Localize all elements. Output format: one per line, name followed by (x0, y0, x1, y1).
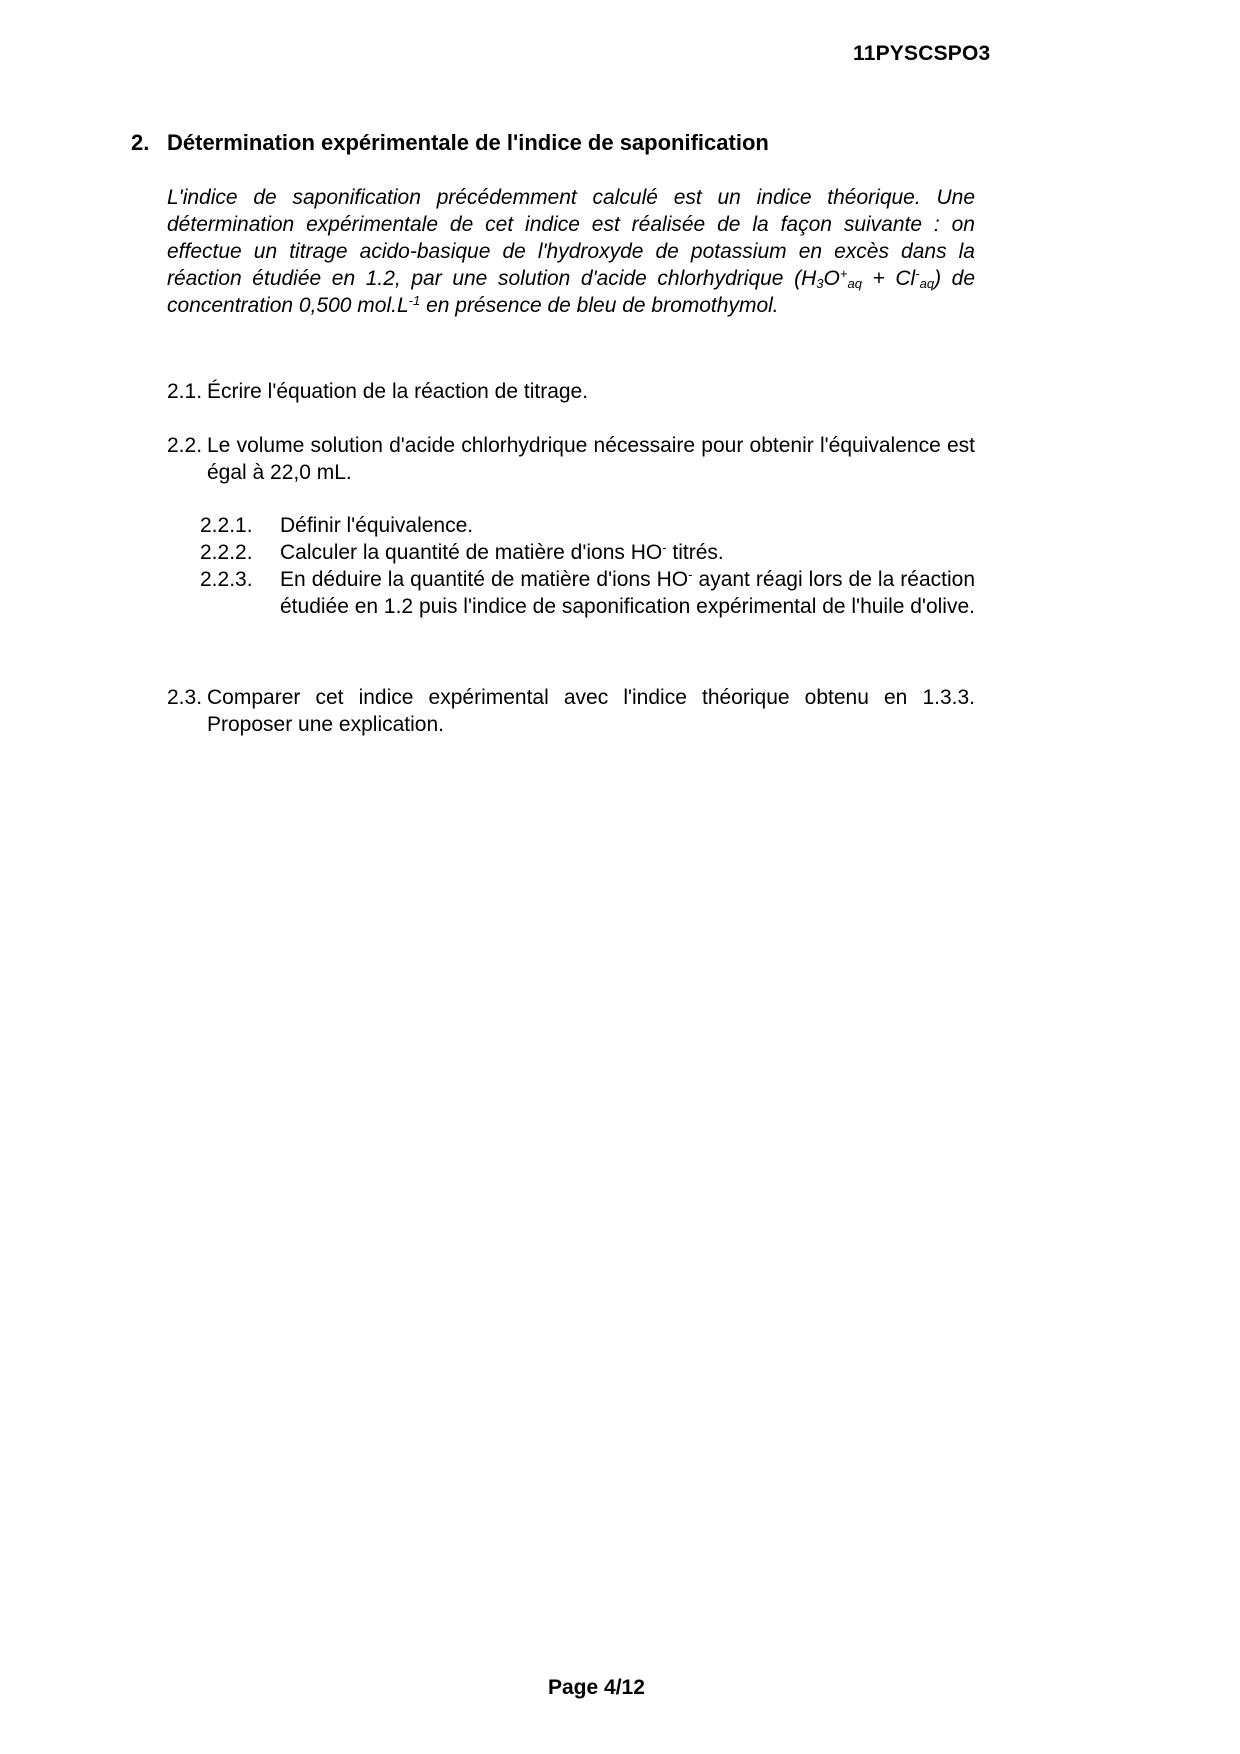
question-2-2-1-number: 2.2.1. (200, 514, 253, 537)
question-2-1-text: Écrire l'équation de la réaction de titrage. (207, 380, 589, 403)
section-number: 2. (131, 130, 150, 155)
question-2-2-2-text-part2: titrés. (666, 541, 724, 564)
question-2-2-3-superscript-minus: - (688, 566, 693, 582)
question-2-2-3-text-part1: En déduire la quantité de matière d'ions HO (280, 568, 689, 591)
question-2-2-2 (200, 539, 975, 566)
intro-text-4: ) de concentration 0,500 mol.L (167, 267, 976, 317)
intro-superscript-plus: + (839, 265, 848, 281)
intro-text-5: en présence de bleu de bromothymol. (420, 294, 779, 317)
intro-subscript-aq1: aq (847, 276, 862, 292)
intro-paragraph (167, 184, 975, 319)
question-2-2-2-text (280, 539, 975, 566)
intro-subscript-3: 3 (816, 276, 824, 292)
document-reference-code: 11PYSCSPO3 (853, 42, 991, 65)
question-2-2-1 (200, 512, 975, 539)
intro-subscript-aq2: aq (919, 276, 935, 292)
intro-text-3: + Cl (861, 267, 916, 290)
page-number-footer: Page 4/12 (548, 1676, 645, 1699)
question-2-2-3-text-part2: ayant réagi lors de la réaction étudiée en 1.2 puis l'indice de saponification expérimental de l'huile d'olive. (280, 568, 975, 618)
section-title: Détermination expérimentale de l'indice de saponification (167, 130, 769, 155)
question-2-3-number: 2.3. (167, 686, 203, 709)
question-2-1 (167, 378, 975, 405)
question-2-1-number: 2.1. (167, 380, 203, 403)
question-2-3-text: Comparer cet indice expérimental avec l'indice théorique obtenu en 1.3.3. Proposer une explication. (207, 686, 975, 736)
intro-text-1: L'indice de saponification précédemment calculé est un indice théorique. Une détermination expérimentale de cet indice est réalisée de la façon suivante : on effectue un titrage acido-basique de l'hydroxyde de potassium en excès dans la réaction étudiée en 1.2, par une solution d'acide chlorhydrique (H (167, 186, 975, 290)
question-2-2-2-superscript-minus: - (662, 539, 667, 555)
question-2-2-3-number: 2.2.3. (200, 568, 253, 591)
question-2-2 (167, 432, 975, 486)
intro-superscript-minus: - (915, 265, 920, 281)
question-2-2-text: Le volume solution d'acide chlorhydrique nécessaire pour obtenir l'équivalence est égal à 22,0 mL. (207, 434, 975, 484)
question-2-2-2-number: 2.2.2. (200, 541, 253, 564)
question-2-2-1-text: Définir l'équivalence. (280, 514, 474, 537)
question-2-2-3-text (280, 566, 975, 620)
question-2-3 (167, 684, 975, 738)
question-2-2-number: 2.2. (167, 434, 203, 457)
intro-superscript-minus1: -1 (408, 292, 421, 308)
question-2-2-2-text-part1: Calculer la quantité de matière d'ions HO (280, 541, 663, 564)
section-heading (131, 129, 769, 157)
intro-text-2: O (823, 267, 840, 290)
question-2-2-3 (200, 566, 975, 620)
